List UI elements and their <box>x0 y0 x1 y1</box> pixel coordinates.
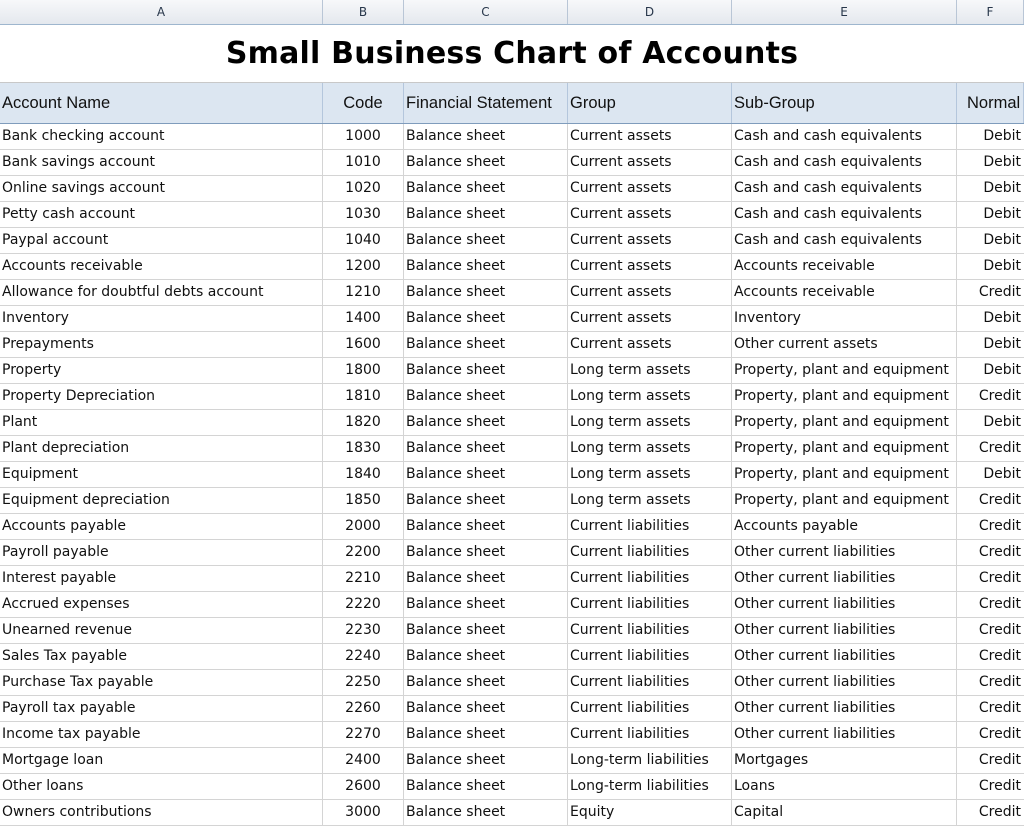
header-normal[interactable]: Normal <box>957 83 1024 123</box>
cell-account-name[interactable]: Equipment depreciation <box>0 488 323 513</box>
cell-code[interactable]: 1040 <box>323 228 404 253</box>
cell-sub-group[interactable]: Inventory <box>732 306 957 331</box>
cell-sub-group[interactable]: Other current liabilities <box>732 670 957 695</box>
cell-sub-group[interactable]: Other current liabilities <box>732 566 957 591</box>
table-row <box>0 124 1024 150</box>
cell-group[interactable]: Current assets <box>568 332 732 357</box>
cell-financial-statement[interactable]: Balance sheet <box>404 748 568 773</box>
cell-account-name[interactable]: Accrued expenses <box>0 592 323 617</box>
cell-sub-group[interactable]: Mortgages <box>732 748 957 773</box>
cell-code[interactable]: 1830 <box>323 436 404 461</box>
cell-sub-group[interactable]: Loans <box>732 774 957 799</box>
cell-group[interactable]: Equity <box>568 800 732 825</box>
cell-account-name[interactable]: Mortgage loan <box>0 748 323 773</box>
table-row <box>0 176 1024 202</box>
cell-normal[interactable]: Credit <box>978 700 1021 716</box>
cell-group[interactable]: Long-term liabilities <box>568 748 732 773</box>
cell-sub-group[interactable]: Other current liabilities <box>732 592 957 617</box>
cell-sub-group[interactable]: Other current liabilities <box>732 540 957 565</box>
header-sub-group[interactable]: Sub-Group <box>732 83 957 123</box>
cell-code[interactable]: 1020 <box>323 176 404 201</box>
cell-sub-group[interactable]: Accounts payable <box>732 514 957 539</box>
cell-group[interactable]: Current assets <box>568 254 732 279</box>
cell-normal[interactable]: Credit <box>978 804 1021 820</box>
cell-financial-statement[interactable]: Balance sheet <box>404 410 568 435</box>
column-header-c[interactable]: C <box>404 0 568 24</box>
table-row <box>0 618 1024 644</box>
cell-group[interactable]: Current liabilities <box>568 722 732 747</box>
cell-group[interactable]: Long term assets <box>568 358 732 383</box>
cell-financial-statement[interactable]: Balance sheet <box>404 592 568 617</box>
cell-normal[interactable]: Credit <box>978 440 1021 456</box>
table-row <box>0 332 1024 358</box>
cell-account-name[interactable]: Accounts payable <box>0 514 323 539</box>
table-row <box>0 748 1024 774</box>
cell-group[interactable]: Current assets <box>568 306 732 331</box>
cell-financial-statement[interactable]: Balance sheet <box>404 670 568 695</box>
cell-account-name[interactable]: Owners contributions <box>0 800 323 825</box>
cell-sub-group[interactable]: Other current liabilities <box>732 644 957 669</box>
table-row <box>0 696 1024 722</box>
cell-group[interactable]: Long term assets <box>568 488 732 513</box>
cell-normal[interactable]: Debit <box>983 258 1021 274</box>
cell-code[interactable]: 1820 <box>323 410 404 435</box>
table-row <box>0 488 1024 514</box>
cell-sub-group[interactable]: Accounts receivable <box>732 280 957 305</box>
cell-normal[interactable]: Credit <box>978 544 1021 560</box>
cell-group[interactable]: Current assets <box>568 228 732 253</box>
cell-normal[interactable]: Credit <box>978 284 1021 300</box>
cell-financial-statement[interactable]: Balance sheet <box>404 566 568 591</box>
cell-financial-statement[interactable]: Balance sheet <box>404 722 568 747</box>
cell-sub-group[interactable]: Property, plant and equipment <box>732 462 957 487</box>
cell-sub-group[interactable]: Capital <box>732 800 957 825</box>
cell-account-name[interactable]: Property Depreciation <box>0 384 323 409</box>
cell-account-name[interactable]: Accounts receivable <box>0 254 323 279</box>
cell-account-name[interactable]: Bank savings account <box>0 150 323 175</box>
cell-code[interactable]: 1850 <box>323 488 404 513</box>
cell-financial-statement[interactable]: Balance sheet <box>404 306 568 331</box>
cell-code[interactable]: 1800 <box>323 358 404 383</box>
cell-financial-statement[interactable]: Balance sheet <box>404 254 568 279</box>
cell-code[interactable]: 2200 <box>323 540 404 565</box>
cell-account-name[interactable]: Plant depreciation <box>0 436 323 461</box>
cell-normal[interactable]: Credit <box>978 492 1021 508</box>
table-row <box>0 514 1024 540</box>
table-row <box>0 306 1024 332</box>
cell-sub-group[interactable]: Other current assets <box>732 332 957 357</box>
cell-normal[interactable]: Credit <box>978 648 1021 664</box>
table-row <box>0 280 1024 306</box>
cell-code[interactable]: 3000 <box>323 800 404 825</box>
cell-account-name[interactable]: Inventory <box>0 306 323 331</box>
cell-group[interactable]: Current assets <box>568 176 732 201</box>
cell-account-name[interactable]: Payroll payable <box>0 540 323 565</box>
cell-sub-group[interactable]: Property, plant and equipment <box>732 410 957 435</box>
table-row <box>0 800 1024 826</box>
sheet-title: Small Business Chart of Accounts <box>225 35 799 71</box>
cell-normal[interactable]: Debit <box>983 154 1021 170</box>
title-row[interactable] <box>0 24 1024 83</box>
cell-group[interactable]: Current liabilities <box>568 696 732 721</box>
table-row <box>0 436 1024 462</box>
accounts-table <box>0 83 1024 826</box>
cell-account-name[interactable]: Income tax payable <box>0 722 323 747</box>
cell-code[interactable]: 1810 <box>323 384 404 409</box>
table-row <box>0 384 1024 410</box>
table-row <box>0 358 1024 384</box>
cell-normal[interactable]: Debit <box>983 310 1021 326</box>
cell-group[interactable]: Current assets <box>568 150 732 175</box>
cell-normal[interactable]: Debit <box>983 336 1021 352</box>
table-row <box>0 774 1024 800</box>
cell-account-name[interactable]: Paypal account <box>0 228 323 253</box>
cell-financial-statement[interactable]: Balance sheet <box>404 332 568 357</box>
cell-normal[interactable]: Credit <box>978 726 1021 742</box>
cell-group[interactable]: Long-term liabilities <box>568 774 732 799</box>
cell-sub-group[interactable]: Cash and cash equivalents <box>732 150 957 175</box>
cell-financial-statement[interactable]: Balance sheet <box>404 488 568 513</box>
cell-code[interactable]: 2230 <box>323 618 404 643</box>
cell-normal[interactable]: Credit <box>978 518 1021 534</box>
table-row <box>0 540 1024 566</box>
cell-code[interactable]: 1840 <box>323 462 404 487</box>
column-header-f[interactable]: F <box>957 0 1024 24</box>
cell-sub-group[interactable]: Property, plant and equipment <box>732 358 957 383</box>
table-row <box>0 462 1024 488</box>
cell-account-name[interactable]: Plant <box>0 410 323 435</box>
cell-account-name[interactable]: Interest payable <box>0 566 323 591</box>
cell-group[interactable]: Current assets <box>568 202 732 227</box>
cell-group[interactable]: Long term assets <box>568 384 732 409</box>
cell-account-name[interactable]: Sales Tax payable <box>0 644 323 669</box>
cell-group[interactable]: Current liabilities <box>568 670 732 695</box>
header-code[interactable]: Code <box>323 83 404 123</box>
header-financial-statement[interactable]: Financial Statement <box>404 83 568 123</box>
cell-financial-statement[interactable]: Balance sheet <box>404 774 568 799</box>
cell-account-name[interactable]: Petty cash account <box>0 202 323 227</box>
cell-normal[interactable]: Credit <box>978 388 1021 404</box>
cell-normal[interactable]: Credit <box>978 622 1021 638</box>
table-row <box>0 228 1024 254</box>
cell-account-name[interactable]: Equipment <box>0 462 323 487</box>
cell-sub-group[interactable]: Property, plant and equipment <box>732 488 957 513</box>
cell-financial-statement[interactable]: Balance sheet <box>404 696 568 721</box>
cell-financial-statement[interactable]: Balance sheet <box>404 514 568 539</box>
cell-normal[interactable]: Debit <box>983 362 1021 378</box>
cell-financial-statement[interactable]: Balance sheet <box>404 280 568 305</box>
cell-sub-group[interactable]: Cash and cash equivalents <box>732 228 957 253</box>
cell-sub-group[interactable]: Property, plant and equipment <box>732 436 957 461</box>
cell-financial-statement[interactable]: Balance sheet <box>404 150 568 175</box>
table-row <box>0 202 1024 228</box>
cell-group[interactable]: Long term assets <box>568 410 732 435</box>
cell-financial-statement[interactable]: Balance sheet <box>404 540 568 565</box>
cell-code[interactable]: 1200 <box>323 254 404 279</box>
cell-code[interactable]: 2220 <box>323 592 404 617</box>
cell-normal[interactable]: Debit <box>983 180 1021 196</box>
column-header-strip <box>0 0 1024 25</box>
cell-normal[interactable]: Credit <box>978 752 1021 768</box>
cell-code[interactable]: 1400 <box>323 306 404 331</box>
cell-group[interactable]: Long term assets <box>568 436 732 461</box>
cell-financial-statement[interactable]: Balance sheet <box>404 228 568 253</box>
cell-sub-group[interactable]: Cash and cash equivalents <box>732 202 957 227</box>
cell-sub-group[interactable]: Cash and cash equivalents <box>732 124 957 149</box>
cell-sub-group[interactable]: Other current liabilities <box>732 722 957 747</box>
table-row <box>0 644 1024 670</box>
table-row <box>0 722 1024 748</box>
cell-financial-statement[interactable]: Balance sheet <box>404 124 568 149</box>
cell-financial-statement[interactable]: Balance sheet <box>404 644 568 669</box>
cell-account-name[interactable]: Payroll tax payable <box>0 696 323 721</box>
cell-group[interactable]: Current assets <box>568 124 732 149</box>
cell-code[interactable]: 2600 <box>323 774 404 799</box>
header-account-name[interactable]: Account Name <box>0 83 323 123</box>
table-body <box>0 124 1024 826</box>
cell-code[interactable]: 2260 <box>323 696 404 721</box>
column-header-b[interactable]: B <box>323 0 404 24</box>
cell-account-name[interactable]: Online savings account <box>0 176 323 201</box>
column-header-e[interactable]: E <box>732 0 957 24</box>
cell-normal[interactable]: Credit <box>978 674 1021 690</box>
cell-group[interactable]: Current liabilities <box>568 514 732 539</box>
cell-normal[interactable]: Credit <box>978 596 1021 612</box>
cell-financial-statement[interactable]: Balance sheet <box>404 800 568 825</box>
cell-normal[interactable]: Debit <box>983 128 1021 144</box>
cell-code[interactable]: 1030 <box>323 202 404 227</box>
table-row <box>0 410 1024 436</box>
cell-sub-group[interactable]: Other current liabilities <box>732 696 957 721</box>
cell-sub-group[interactable]: Property, plant and equipment <box>732 384 957 409</box>
cell-account-name[interactable]: Prepayments <box>0 332 323 357</box>
table-row <box>0 254 1024 280</box>
cell-financial-statement[interactable]: Balance sheet <box>404 436 568 461</box>
cell-normal[interactable]: Debit <box>983 232 1021 248</box>
cell-normal[interactable]: Credit <box>978 778 1021 794</box>
column-header-d[interactable]: D <box>568 0 732 24</box>
cell-group[interactable]: Current liabilities <box>568 592 732 617</box>
column-header-a[interactable]: A <box>0 0 323 24</box>
cell-group[interactable]: Current liabilities <box>568 540 732 565</box>
cell-financial-statement[interactable]: Balance sheet <box>404 358 568 383</box>
cell-account-name[interactable]: Purchase Tax payable <box>0 670 323 695</box>
cell-code[interactable]: 1010 <box>323 150 404 175</box>
cell-account-name[interactable]: Bank checking account <box>0 124 323 149</box>
cell-code[interactable]: 2210 <box>323 566 404 591</box>
cell-sub-group[interactable]: Cash and cash equivalents <box>732 176 957 201</box>
table-row <box>0 670 1024 696</box>
header-group[interactable]: Group <box>568 83 732 123</box>
cell-code[interactable]: 2000 <box>323 514 404 539</box>
cell-group[interactable]: Current liabilities <box>568 618 732 643</box>
cell-code[interactable]: 2240 <box>323 644 404 669</box>
cell-code[interactable]: 1000 <box>323 124 404 149</box>
cell-account-name[interactable]: Other loans <box>0 774 323 799</box>
table-row <box>0 592 1024 618</box>
cell-code[interactable]: 2250 <box>323 670 404 695</box>
cell-account-name[interactable]: Allowance for doubtful debts account <box>0 280 323 305</box>
cell-normal[interactable]: Debit <box>983 206 1021 222</box>
cell-code[interactable]: 2270 <box>323 722 404 747</box>
cell-financial-statement[interactable]: Balance sheet <box>404 618 568 643</box>
cell-normal[interactable]: Credit <box>978 570 1021 586</box>
cell-account-name[interactable]: Property <box>0 358 323 383</box>
cell-code[interactable]: 1210 <box>323 280 404 305</box>
cell-group[interactable]: Current liabilities <box>568 566 732 591</box>
cell-financial-statement[interactable]: Balance sheet <box>404 202 568 227</box>
cell-normal[interactable]: Debit <box>983 466 1021 482</box>
cell-code[interactable]: 2400 <box>323 748 404 773</box>
cell-group[interactable]: Current liabilities <box>568 644 732 669</box>
cell-code[interactable]: 1600 <box>323 332 404 357</box>
cell-group[interactable]: Current assets <box>568 280 732 305</box>
cell-financial-statement[interactable]: Balance sheet <box>404 384 568 409</box>
cell-group[interactable]: Long term assets <box>568 462 732 487</box>
cell-financial-statement[interactable]: Balance sheet <box>404 176 568 201</box>
cell-sub-group[interactable]: Other current liabilities <box>732 618 957 643</box>
table-row <box>0 150 1024 176</box>
cell-sub-group[interactable]: Accounts receivable <box>732 254 957 279</box>
cell-account-name[interactable]: Unearned revenue <box>0 618 323 643</box>
cell-normal[interactable]: Debit <box>983 414 1021 430</box>
table-header-row <box>0 83 1024 124</box>
table-row <box>0 566 1024 592</box>
cell-financial-statement[interactable]: Balance sheet <box>404 462 568 487</box>
